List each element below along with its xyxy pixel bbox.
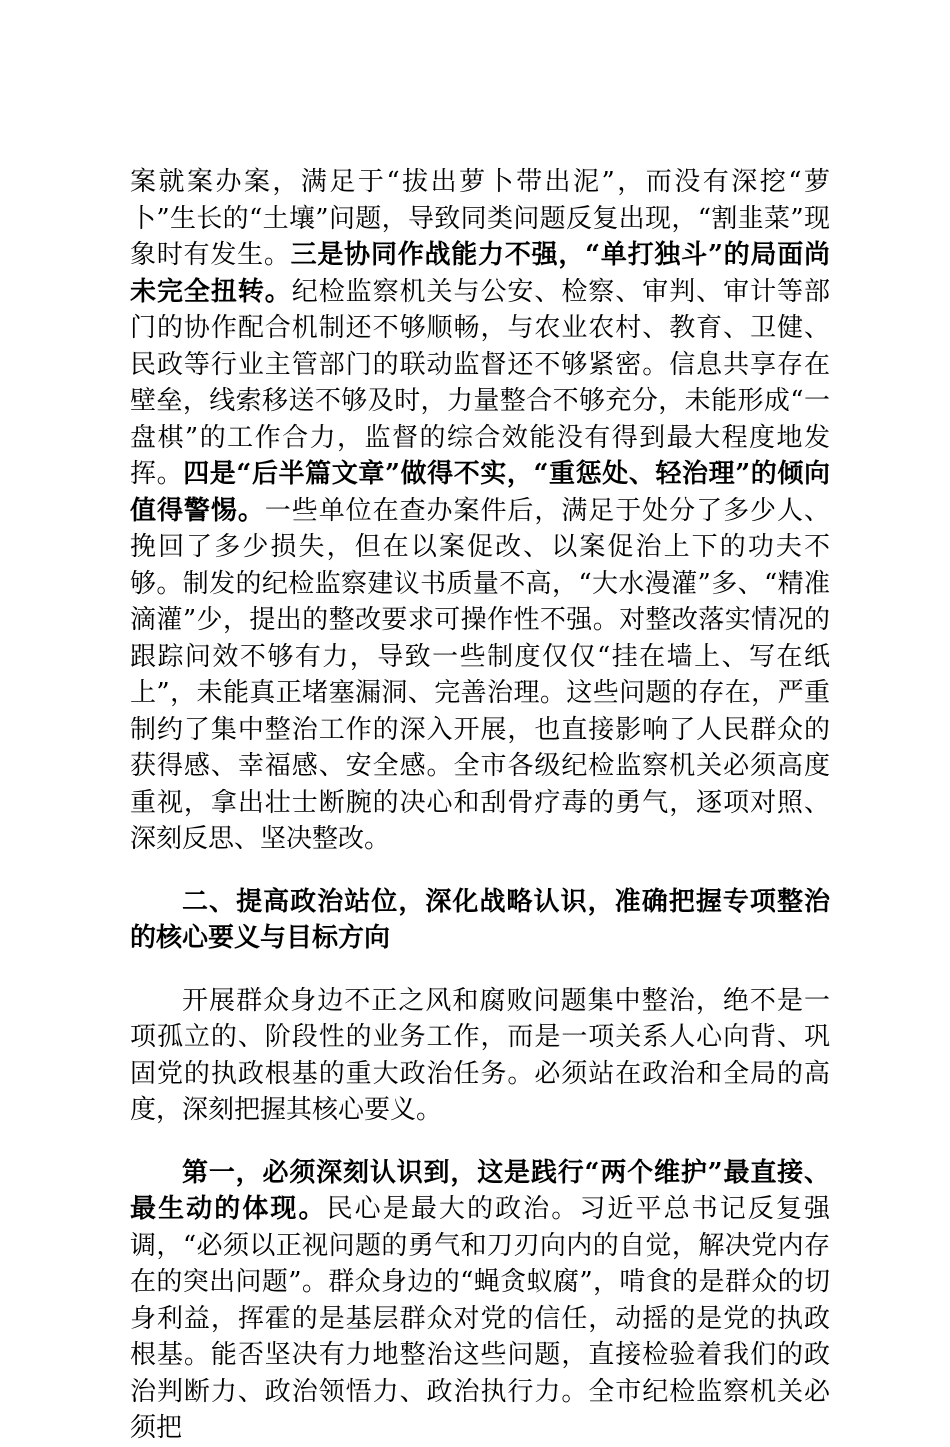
paragraph-intro: 开展群众身边不正之风和腐败问题集中整治，绝不是一项孤立的、阶段性的业务工作，而是一项关系人心向背、巩固党的执政根基的重大政治任务。必须站在政治和全局的高度，深刻把握其核心要义。 — [130, 985, 830, 1125]
section-heading-two: 二、提高政治站位，深化战略认识，准确把握专项整治的核心要义与目标方向 — [130, 886, 830, 953]
document-body — [130, 164, 830, 1447]
paragraph-text: 一些单位在查办案件后，满足于处分了多少人、挽回了多少损失，但在以案促改、以案促治上下的功夫不够。制发的纪检监察建议书质量不高，“大水漫灌”多、“精准滴灌”少，提出的整改要求可操作性不强。对整改落实情况的跟踪问效不够有力，导致一些制度仅仅“挂在墙上、写在纸上”，未能真正堵塞漏洞、完善治理。这些问题的存在，严重制约了集中整治工作的深入开展，也直接影响了人民群众的获得感、幸福感、安全感。全市各级纪检监察机关必须高度重视，拿出壮士断腕的决心和刮骨疗毒的勇气，逐项对照、深刻反思、坚决整改。 — [130, 495, 830, 854]
bold-point-three: 三是协同作战能力不强，“单打独斗”的局面尚未完全扭转。 — [130, 240, 830, 307]
bold-point-first: 第一，必须深刻认识到，这是践行“两个维护”最直接、最生动的体现。 — [130, 1157, 830, 1224]
paragraph-continuation — [130, 164, 830, 858]
bold-point-four: 四是“后半篇文章”做得不实，“重惩处、轻治理”的倾向值得警惕。 — [130, 459, 830, 526]
paragraph-text: 纪检监察机关与公安、检察、审判、审计等部门的协作配合机制还不够顺畅，与农业农村、教育、卫健、民政等行业主管部门的联动监督还不够紧密。信息共享存在壁垒，线索移送不够及时，力量整合不够充分，未能形成“一盘棋”的工作合力，监督的综合效能没有得到最大程度地发挥。 — [130, 276, 830, 489]
paragraph-text: 案就案办案，满足于“拔出萝卜带出泥”，而没有深挖“萝卜”生长的“土壤”问题，导致同类问题反复出现，“割韭菜”现象时有发生。 — [130, 167, 830, 270]
paragraph-first-point — [130, 1155, 830, 1447]
paragraph-text: 民心是最大的政治。习近平总书记反复强调，“必须以正视问题的勇气和刀刃向内的自觉，解决党内存在的突出问题”。群众身边的“蝇贪蚁腐”，啃食的是群众的切身利益，挥霍的是基层群众对党的信任，动摇的是党的执政根基。能否坚决有力地整治这些问题，直接检验着我们的政治判断力、政治领悟力、政治执行力。全市纪检监察机关必须把 — [130, 1194, 830, 1443]
